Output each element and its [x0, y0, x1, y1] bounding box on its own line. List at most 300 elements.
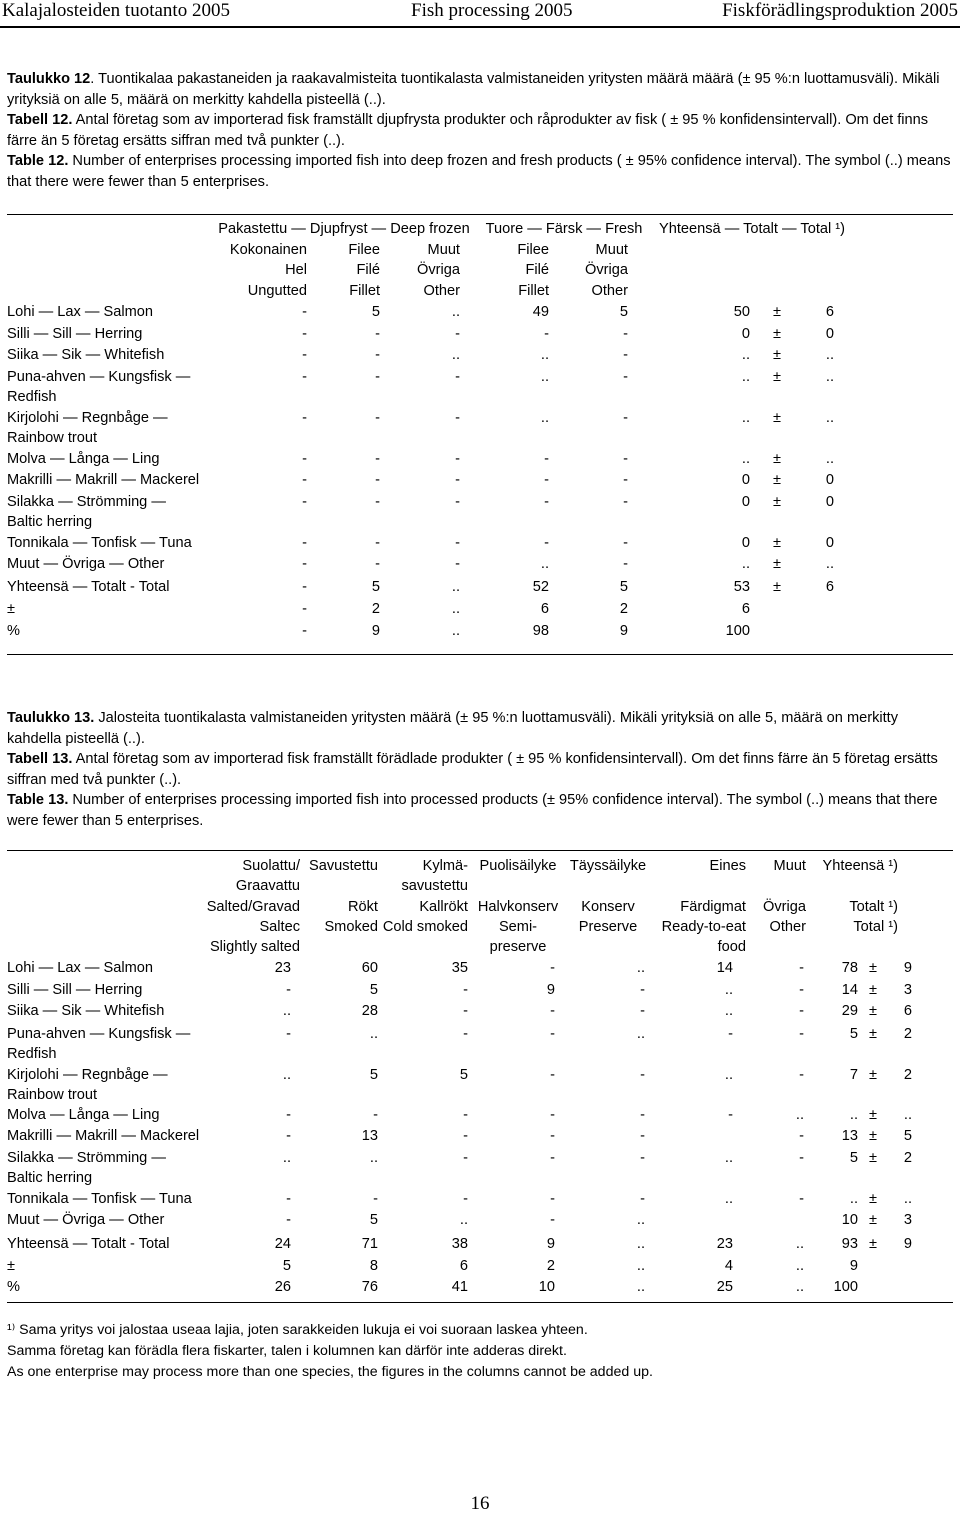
- table12-plusminus: ±: [772, 369, 781, 385]
- table12-cell: -: [544, 472, 549, 488]
- table13-cell: -: [373, 1107, 378, 1123]
- table12-ci-cell: ..: [825, 369, 834, 385]
- table13-cell: 28: [361, 1003, 378, 1019]
- table12-column-header: Övriga: [417, 262, 460, 278]
- table13-cell: -: [799, 1128, 804, 1144]
- table12-column-header: Ungutted: [247, 283, 307, 299]
- table12-column-header: Other: [423, 283, 460, 299]
- table12-caption-fi: [7, 69, 953, 110]
- table12-total-cell: 100: [725, 623, 750, 639]
- table12-column-header: Kokonainen: [229, 242, 307, 258]
- table13-row-label: %: [7, 1279, 20, 1295]
- table13-cell: -: [799, 1067, 804, 1083]
- table12-cell: 5: [371, 304, 380, 320]
- table12-cell: -: [302, 601, 307, 617]
- table13-cell: 5: [369, 982, 378, 998]
- table12-cell: -: [375, 451, 380, 467]
- table12-row-label: Silli — Sill — Herring: [7, 326, 143, 342]
- table13-total-cell: 93: [841, 1236, 858, 1252]
- table13-total-cell: 7: [849, 1067, 858, 1083]
- header-center: Fish processing 2005: [411, 0, 573, 21]
- table12-cell: -: [302, 304, 307, 320]
- table12-group-total: Yhteensä — Totalt — Total ¹): [658, 221, 846, 237]
- table13-column-header: Savustettu: [309, 858, 378, 874]
- table13-cell: -: [373, 1191, 378, 1207]
- table13-cell: -: [799, 1026, 804, 1042]
- table13-cell: -: [550, 1003, 555, 1019]
- table12-cell: -: [623, 535, 628, 551]
- table13-cell: -: [640, 982, 645, 998]
- caption-label: Tabell 12.: [7, 112, 73, 128]
- table12-cell: -: [302, 410, 307, 426]
- table12-ci-cell: 0: [825, 326, 834, 342]
- table13-cell: -: [640, 1107, 645, 1123]
- table12-caption: [7, 69, 953, 192]
- table13-cell: ..: [636, 1279, 645, 1295]
- table13-row-label: Baltic herring: [7, 1170, 93, 1186]
- table12-row-label: Puna-ahven — Kungsfisk —: [7, 369, 191, 385]
- table13-cell: 23: [716, 1236, 733, 1252]
- table12-cell: -: [302, 556, 307, 572]
- table13-ci-cell: 9: [903, 960, 912, 976]
- table12-plusminus: ±: [772, 304, 781, 320]
- table12-row-label: Molva — Långa — Ling: [7, 451, 160, 467]
- table12-cell: -: [544, 535, 549, 551]
- table13-cell: -: [550, 1212, 555, 1228]
- table13-plusminus: ±: [868, 1150, 877, 1166]
- table13-cell: 38: [451, 1236, 468, 1252]
- table13-cell: -: [286, 1107, 291, 1123]
- table12-cell: -: [302, 623, 307, 639]
- table12-row-label: Muut — Övriga — Other: [7, 556, 165, 572]
- table12-total-cell: 0: [741, 494, 750, 510]
- table12-cell: 5: [619, 304, 628, 320]
- table12-column-header: Other: [591, 283, 628, 299]
- table13-cell: 4: [724, 1258, 733, 1274]
- table12-cell: 9: [619, 623, 628, 639]
- table13-cell: -: [463, 1107, 468, 1123]
- table13-column-header: Färdigmat: [680, 899, 746, 915]
- table13-cell: 9: [546, 1236, 555, 1252]
- table13-column-header: Smoked: [324, 919, 378, 935]
- table13-column-header: Graavattu: [235, 878, 300, 894]
- table12-row-label: Silakka — Strömming —: [7, 494, 166, 510]
- table13-plusminus: ±: [868, 1212, 877, 1228]
- table12-row-label: Redfish: [7, 389, 57, 405]
- table12-row-label: Lohi — Lax — Salmon: [7, 304, 154, 320]
- table12-plusminus: ±: [772, 579, 781, 595]
- table12-cell: -: [302, 472, 307, 488]
- table13-total-cell: ..: [849, 1107, 858, 1123]
- table13-ci-cell: 5: [903, 1128, 912, 1144]
- table12-cell: ..: [451, 304, 460, 320]
- table13-cell: 26: [274, 1279, 291, 1295]
- table13-row-label: ±: [7, 1258, 16, 1274]
- table13-row-label: Muut — Övriga — Other: [7, 1212, 165, 1228]
- table12-cell: -: [455, 326, 460, 342]
- table12-total-cell: ..: [741, 369, 750, 385]
- table13-cell: 5: [282, 1258, 291, 1274]
- table12-cell: -: [623, 347, 628, 363]
- table13-total-cell: 5: [849, 1026, 858, 1042]
- caption-text: Number of enterprises processing imported fish into processed products (± 95% confidence interval). The symbol (..) means that there were fewer than 5 enterprises.: [7, 792, 938, 829]
- table13-cell: -: [728, 1107, 733, 1123]
- table13-column-header: Ready-to-eat: [661, 919, 746, 935]
- table12-cell: ..: [451, 601, 460, 617]
- table13-cell: 14: [716, 960, 733, 976]
- table12-column-header: Filee: [517, 242, 549, 258]
- table13-ci-cell: ..: [903, 1191, 912, 1207]
- table13-plusminus: ±: [868, 1107, 877, 1123]
- table12-group-frozen: Pakastettu — Djupfryst — Deep frozen: [218, 221, 470, 237]
- table13-cell: ..: [369, 1150, 378, 1166]
- table13-cell: -: [550, 1107, 555, 1123]
- table13-cell: -: [463, 1128, 468, 1144]
- table13-cell: -: [286, 982, 291, 998]
- table12-cell: -: [455, 472, 460, 488]
- table13-cell: ..: [282, 1003, 291, 1019]
- table12-total-cell: ..: [741, 410, 750, 426]
- table13-row-label: Lohi — Lax — Salmon: [7, 960, 154, 976]
- table13-cell: ..: [724, 982, 733, 998]
- table12-cell: -: [302, 369, 307, 385]
- table12-total-cell: ..: [741, 347, 750, 363]
- table13-total-cell: 78: [841, 960, 858, 976]
- table13-cell: -: [550, 1150, 555, 1166]
- table13-cell: ..: [282, 1150, 291, 1166]
- table13-cell: 5: [369, 1067, 378, 1083]
- table13-column-header: Muut: [773, 858, 806, 874]
- table13-total-cell: 5: [849, 1150, 858, 1166]
- table13-column-header: Totalt ¹): [849, 899, 898, 915]
- footnote-fi: ¹⁾ Sama yritys voi jalostaa useaa lajia, joten sarakkeiden lukuja ei voi suoraan laskea yhteen.: [7, 1322, 588, 1338]
- footnote-sv: Samma företag kan förädla flera fiskarter, talen i kolumnen kan därför inte adderas direkt.: [7, 1343, 567, 1359]
- table12-ci-cell: 6: [825, 304, 834, 320]
- table13-cell: -: [640, 1128, 645, 1144]
- table12-cell: -: [375, 347, 380, 363]
- caption-label: Taulukko 12: [7, 71, 91, 87]
- table12-total-cell: 0: [741, 472, 750, 488]
- table13-cell: -: [286, 1026, 291, 1042]
- table12-column-header: Filé: [525, 262, 549, 278]
- table13-column-header: Cold smoked: [382, 919, 468, 935]
- table13-cell: 8: [369, 1258, 378, 1274]
- table13-cell: -: [799, 1191, 804, 1207]
- table12-cell: 9: [371, 623, 380, 639]
- table12-cell: ..: [451, 347, 460, 363]
- table13-cell: -: [640, 1191, 645, 1207]
- table13-cell: -: [640, 1003, 645, 1019]
- table12-ci-cell: 6: [825, 579, 834, 595]
- table12-cell: ..: [451, 623, 460, 639]
- table12-row-label: ±: [7, 601, 16, 617]
- table12-cell: -: [455, 535, 460, 551]
- table12-ci-cell: ..: [825, 347, 834, 363]
- table13-total-cell: 9: [849, 1258, 858, 1274]
- table12-cell: -: [302, 347, 307, 363]
- table13-cell: -: [463, 982, 468, 998]
- table13-column-header: Saltec: [259, 919, 300, 935]
- table13-column-header: Övriga: [763, 899, 806, 915]
- table12-cell: ..: [540, 369, 549, 385]
- table13-cell: -: [640, 1067, 645, 1083]
- table13-row-label: Makrilli — Makrill — Mackerel: [7, 1128, 200, 1144]
- table13-cell: 60: [361, 960, 378, 976]
- table12-column-header: Filé: [356, 262, 380, 278]
- table12-cell: -: [375, 472, 380, 488]
- table13-cell: -: [799, 1003, 804, 1019]
- table12-cell: 6: [540, 601, 549, 617]
- table13-column-header: Other: [769, 919, 806, 935]
- table13-column-header: Kallrökt: [419, 899, 468, 915]
- table13-total-cell: ..: [849, 1191, 858, 1207]
- table13-column-header: Preserve: [578, 919, 638, 935]
- table13-cell: -: [463, 1026, 468, 1042]
- table13-cell: -: [799, 960, 804, 976]
- table13-ci-cell: 2: [903, 1150, 912, 1166]
- table12-cell: -: [544, 451, 549, 467]
- table12-cell: -: [455, 410, 460, 426]
- table12-cell: 2: [371, 601, 380, 617]
- table13-cell: -: [286, 1212, 291, 1228]
- table13-column-header: Yhteensä ¹): [822, 858, 898, 874]
- table12-total-cell: 53: [733, 579, 750, 595]
- table12-cell: -: [623, 472, 628, 488]
- table13-ci-cell: 3: [903, 1212, 912, 1228]
- table12-plusminus: ±: [772, 494, 781, 510]
- table12-cell: 5: [619, 579, 628, 595]
- table12-column-header: Hel: [285, 262, 307, 278]
- table13-column-header: savustettu: [401, 878, 468, 894]
- table13-row-label: Puna-ahven — Kungsfisk —: [7, 1026, 191, 1042]
- table12-cell: -: [375, 410, 380, 426]
- table12-ci-cell: 0: [825, 494, 834, 510]
- table13-cell: ..: [282, 1067, 291, 1083]
- table13-ci-cell: 2: [903, 1067, 912, 1083]
- table13-cell: 9: [546, 982, 555, 998]
- table13-total-cell: 14: [841, 982, 858, 998]
- table12-bottom-rule: [7, 654, 953, 655]
- table13-cell: ..: [369, 1026, 378, 1042]
- table12-cell: -: [302, 535, 307, 551]
- table13-column-header: Slightly salted: [209, 939, 300, 955]
- table13-column-header: food: [717, 939, 746, 955]
- table13-cell: -: [550, 1026, 555, 1042]
- table13-cell: ..: [636, 1212, 645, 1228]
- table13-column-header: Suolattu/: [242, 858, 300, 874]
- table12-cell: ..: [540, 347, 549, 363]
- caption-label: Table 13.: [7, 792, 69, 808]
- table13-column-header: Eines: [709, 858, 746, 874]
- table13-cell: 24: [274, 1236, 291, 1252]
- table13-plusminus: ±: [868, 982, 877, 998]
- table13-cell: ..: [636, 1258, 645, 1274]
- table12-cell: ..: [540, 410, 549, 426]
- table13-plusminus: ±: [868, 1067, 877, 1083]
- table13-cell: ..: [795, 1107, 804, 1123]
- table13-column-header: Salted/Gravad: [206, 899, 300, 915]
- footnote-en: As one enterprise may process more than one species, the figures in the columns cannot be added up.: [7, 1364, 653, 1380]
- table12-cell: -: [623, 369, 628, 385]
- table13-cell: 2: [546, 1258, 555, 1274]
- table12-row-label: Tonnikala — Tonfisk — Tuna: [7, 535, 192, 551]
- table12-column-header: Övriga: [585, 262, 628, 278]
- table12-cell: 2: [619, 601, 628, 617]
- table12-column-header: Filee: [348, 242, 380, 258]
- table13-plusminus: ±: [868, 1191, 877, 1207]
- caption-text: Antal företag som av importerad fisk framställt djupfrysta produkter och råprodukter av fisk ( ± 95 % konfidensintervall). Om det finns färre än 5 företag ersätts siffran med två punkter (..).: [7, 112, 929, 149]
- table12-ci-cell: 0: [825, 535, 834, 551]
- table12-cell: -: [375, 556, 380, 572]
- table12-cell: -: [455, 369, 460, 385]
- table13-cell: -: [550, 1191, 555, 1207]
- table12-cell: -: [302, 494, 307, 510]
- table13-column-header: Kylmä-: [422, 858, 468, 874]
- table12-row-label: %: [7, 623, 20, 639]
- table13-column-header: preserve: [489, 939, 547, 955]
- table12-column-header: Muut: [427, 242, 460, 258]
- table13-cell: 10: [538, 1279, 555, 1295]
- table12-total-cell: 50: [733, 304, 750, 320]
- table13-caption-fi: [7, 708, 953, 749]
- table12-cell: -: [623, 410, 628, 426]
- table12-group-fresh: Tuore — Färsk — Fresh: [485, 221, 643, 237]
- table12-row-label: Baltic herring: [7, 514, 93, 530]
- table12-cell: -: [455, 556, 460, 572]
- table13-plusminus: ±: [868, 1026, 877, 1042]
- table13-column-header: Puolisäilyke: [479, 858, 557, 874]
- header-left: Kalajalosteiden tuotanto 2005: [2, 0, 230, 21]
- table12-ci-cell: ..: [825, 556, 834, 572]
- header-rule: [0, 26, 960, 28]
- table13-row-label: Siika — Sik — Whitefish: [7, 1003, 165, 1019]
- table13-cell: ..: [795, 1258, 804, 1274]
- table12-caption-en: [7, 151, 953, 192]
- table13-cell: 5: [459, 1067, 468, 1083]
- table13-cell: -: [550, 1128, 555, 1144]
- table13-cell: 71: [361, 1236, 378, 1252]
- table13-row-label: Tonnikala — Tonfisk — Tuna: [7, 1191, 192, 1207]
- table12-plusminus: ±: [772, 347, 781, 363]
- table13-cell: ..: [724, 1003, 733, 1019]
- table13-total-cell: 10: [841, 1212, 858, 1228]
- table12-cell: ..: [451, 579, 460, 595]
- table12-row-label: Yhteensä — Totalt - Total: [7, 579, 170, 595]
- table13-ci-cell: 9: [903, 1236, 912, 1252]
- table12-column-header: Fillet: [349, 283, 380, 299]
- table13-cell: -: [550, 1067, 555, 1083]
- table12-plusminus: ±: [772, 472, 781, 488]
- table12-cell: -: [623, 451, 628, 467]
- table12-total-cell: 0: [741, 326, 750, 342]
- table13-row-label: Silli — Sill — Herring: [7, 982, 143, 998]
- table13-cell: -: [286, 1191, 291, 1207]
- table13-cell: ..: [636, 960, 645, 976]
- table12-cell: -: [544, 326, 549, 342]
- table13-cell: -: [728, 1026, 733, 1042]
- table12-total-cell: ..: [741, 556, 750, 572]
- table13-ci-cell: ..: [903, 1107, 912, 1123]
- table13-row-label: Silakka — Strömming —: [7, 1150, 166, 1166]
- table12-cell: -: [623, 326, 628, 342]
- table13-cell: ..: [724, 1191, 733, 1207]
- table13-row-label: Redfish: [7, 1046, 57, 1062]
- table13-cell: ..: [636, 1026, 645, 1042]
- table13-column-header: Halvkonserv: [477, 899, 559, 915]
- table13-bottom-rule: [7, 1302, 953, 1303]
- table13-column-header: Semi-: [498, 919, 538, 935]
- table13-cell: ..: [795, 1236, 804, 1252]
- table12-row-label: Siika — Sik — Whitefish: [7, 347, 165, 363]
- table12-total-cell: 0: [741, 535, 750, 551]
- caption-label: Tabell 13.: [7, 751, 73, 767]
- table12-cell: -: [302, 326, 307, 342]
- table13-column-header: Rökt: [347, 899, 378, 915]
- table13-cell: ..: [459, 1212, 468, 1228]
- caption-label: Table 12.: [7, 153, 69, 169]
- table13-total-cell: 29: [841, 1003, 858, 1019]
- table13-cell: 35: [451, 960, 468, 976]
- table13-caption-en: [7, 790, 953, 831]
- table13-ci-cell: 6: [903, 1003, 912, 1019]
- table12-cell: -: [623, 494, 628, 510]
- table13-cell: ..: [795, 1279, 804, 1295]
- table12-cell: 5: [371, 579, 380, 595]
- table12-total-cell: 6: [741, 601, 750, 617]
- table13-ci-cell: 2: [903, 1026, 912, 1042]
- caption-text: Antal företag som av importerad fisk framställt förädlade produkter ( ± 95 % konfidensintervall). Om det finns färre än 5 företag ersätts siffran med två punkter (..).: [7, 751, 938, 788]
- table13-caption: [7, 708, 953, 831]
- table13-cell: -: [550, 960, 555, 976]
- table13-cell: 23: [274, 960, 291, 976]
- table12-plusminus: ±: [772, 410, 781, 426]
- table12-ci-cell: ..: [825, 410, 834, 426]
- table12-cell: ..: [540, 556, 549, 572]
- table12-cell: -: [302, 451, 307, 467]
- table12-cell: -: [455, 451, 460, 467]
- table12-row-label: Rainbow trout: [7, 430, 98, 446]
- table13-plusminus: ±: [868, 1128, 877, 1144]
- table13-ci-cell: 3: [903, 982, 912, 998]
- table12-ci-cell: 0: [825, 472, 834, 488]
- table13-cell: ..: [724, 1067, 733, 1083]
- table13-cell: 41: [451, 1279, 468, 1295]
- table12-caption-sv: [7, 110, 953, 151]
- table13-cell: -: [286, 1128, 291, 1144]
- table13-plusminus: ±: [868, 1236, 877, 1252]
- caption-text: . Tuontikalaa pakastaneiden ja raakavalmisteita tuontikalasta valmistaneiden yritysten määrä määrä (± 95 %:n luottamusväli). Mikäli yrityksiä on alle 5, määrä on merkitty kahdella pisteellä (..).: [7, 71, 940, 108]
- caption-text: Number of enterprises processing imported fish into deep frozen and fresh products ( ± 95% confidence interval). The symbol (..) means that there were fewer than 5 enterprises.: [7, 153, 951, 190]
- table13-cell: -: [799, 1150, 804, 1166]
- header-right: Fiskförädlingsproduktion 2005: [722, 0, 958, 21]
- table13-cell: -: [463, 1003, 468, 1019]
- table12-plusminus: ±: [772, 326, 781, 342]
- table12-cell: -: [375, 535, 380, 551]
- table12-cell: -: [375, 494, 380, 510]
- table13-top-rule: [7, 850, 953, 851]
- table13-cell: 5: [369, 1212, 378, 1228]
- running-header: [0, 0, 960, 22]
- table12-cell: -: [455, 494, 460, 510]
- table12-cell: -: [623, 556, 628, 572]
- table13-column-header: Konserv: [581, 899, 635, 915]
- table13-caption-sv: [7, 749, 953, 790]
- page-number: 16: [470, 1493, 490, 1514]
- table13-row-label: Rainbow trout: [7, 1087, 98, 1103]
- table13-column-header: Total ¹): [853, 919, 898, 935]
- table12-ci-cell: ..: [825, 451, 834, 467]
- table13-cell: -: [640, 1150, 645, 1166]
